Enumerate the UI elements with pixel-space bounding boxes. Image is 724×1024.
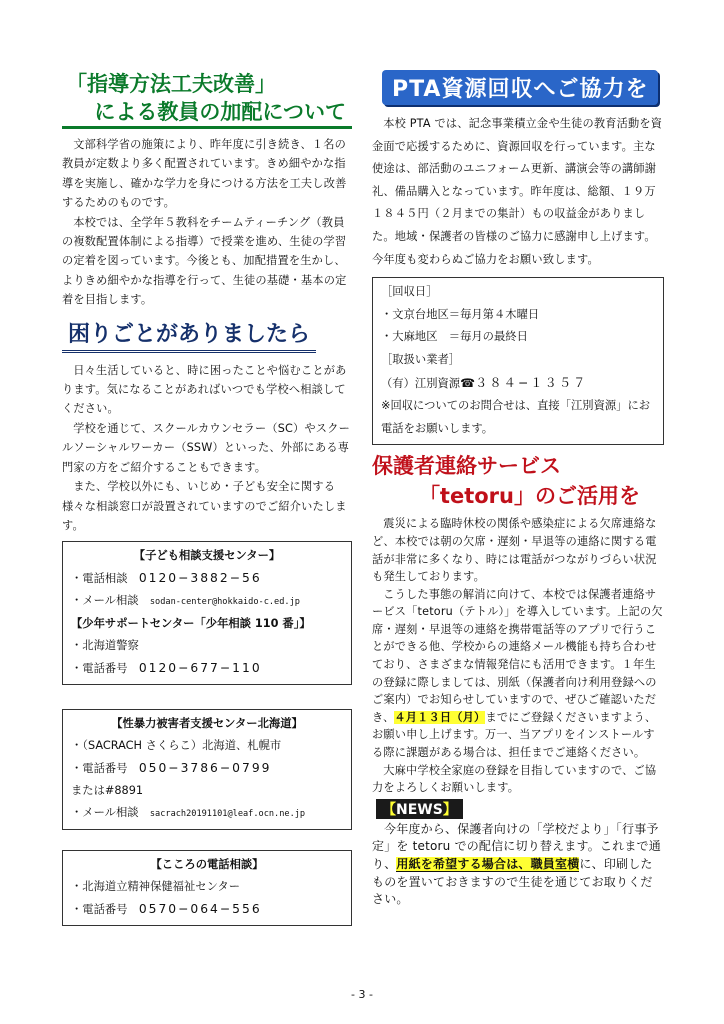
registration-deadline: ４月１３日（月） xyxy=(394,710,486,724)
phone-icon: ☎ xyxy=(460,375,476,390)
label: ・メール相談 xyxy=(71,806,139,820)
phone-number: 0120−677−110 xyxy=(138,661,262,676)
paragraph: 震災による臨時休校の関係や感染症による欠席連絡など、本校では朝の欠席・遅刻・早退等の連絡に関する電話が非常に多くなり、時には電話がつながりづらい状況も発生しております。 xyxy=(372,517,657,584)
box-line: ・（SACRACH さくらこ）北海道、札幌市 xyxy=(71,739,282,753)
box-line xyxy=(71,898,343,921)
phone-number: ３８４−１３５７ xyxy=(475,375,588,390)
box-heading: ［回収日］ xyxy=(381,285,438,299)
label: ・電話相談 xyxy=(71,572,128,586)
news-badge xyxy=(376,799,463,819)
box-line xyxy=(71,590,343,613)
paragraph: 文部科学省の施策により、昨年度に引き続き、１名の教員が定数より多く配置されています。きめ細やかな指導を実施し、確かな学力を身につける方法を工夫し改善するためのものです。 xyxy=(62,138,347,210)
label: ・メール相談 xyxy=(71,594,139,608)
box-title: 【こころの電話相談】 xyxy=(150,858,264,872)
section-title-tetoru xyxy=(372,451,664,511)
paragraph xyxy=(372,821,664,909)
box-subtitle: 【少年サポートセンター「少年相談 110 番」】 xyxy=(71,617,311,631)
text: こうした事態の解消に向けて、本校では保護者連絡サービス「tetoru（テトル）」を導入しています。上記の欠席・遅刻・早退等の連絡を携帯電話等のアプリで行うことができる他、学校からの連絡メール機能も持ち合わせており、さまざまな情報発信にも活用できます。１年生の登録に際しましては、別紙（保護者向け利用登録へのご案内）でお知らせしていますので、ぜひご確認いただき、 xyxy=(372,587,663,724)
paragraph: 学校を通じて、スクールカウンセラー（SC）やスクールソーシャルワーカー（SSW）といった、外部にある専門家の方をご紹介することもできます。 xyxy=(62,421,350,474)
left-column xyxy=(62,70,352,926)
section-title-pta-recycling: PTA資源回収へご協力を xyxy=(382,70,658,105)
text: までにご登録くださいますよう、お願い申し上げます。万一、当アプリをインストールする際に課題がある場合は、担任までご連絡ください。 xyxy=(372,710,657,760)
company-name: （有）江別資源 xyxy=(381,376,461,390)
box-heading: ［取扱い業者］ xyxy=(381,352,461,366)
paragraph: 本校 PTA では、記念事業積立金や生徒の教育活動を資金面で応援するために、資源回収を行っています。主な使途は、部活動のユニフォーム更新、講演会等の講師謝礼、備品購入となっています。昨年度は、総額、１９万１８４５円（２月までの集計）もの収益金がありました。地域・保護者の皆様のご協力に感謝申し上げます。今年度も変わらぬご協力をお願い致します。 xyxy=(372,117,663,266)
title-line1: 保護者連絡サービス xyxy=(372,454,561,479)
box-line xyxy=(71,567,343,590)
title-line1: 「指導方法工夫改善」 xyxy=(66,72,276,96)
box-line xyxy=(71,757,343,780)
email-address: sodan-center@hokkaido-c.ed.jp xyxy=(149,597,300,608)
paragraph: 大麻中学校全家庭の登録を目指していますので、ご協力をよろしくお願いします。 xyxy=(372,763,657,795)
sexual-violence-support-box xyxy=(62,709,352,830)
label: ・電話番号 xyxy=(71,662,128,676)
title-line2: による教員の加配について xyxy=(62,98,352,129)
label: ・電話番号 xyxy=(71,762,128,776)
box-line: または#8891 xyxy=(71,784,144,798)
paragraph xyxy=(372,586,664,762)
bracket: 】 xyxy=(442,801,457,818)
mental-health-box xyxy=(62,850,352,926)
text: 今年度から、保護者向けの「学校だより」「行事予定」を tetoru での配信に切り替えます。これまで通り、 xyxy=(372,821,661,871)
box-line: ・大麻地区 ＝毎月の最終日 xyxy=(381,330,528,344)
title-line2: 「tetoru」のご活用を xyxy=(418,484,640,509)
box-line: ・北海道警察 xyxy=(71,639,139,653)
box-line: ※回収についてのお問合せは、直接「江別資源」にお電話をお願いします。 xyxy=(381,399,651,435)
box-title: 【子ども相談支援センター】 xyxy=(133,549,281,563)
recycling-info-box xyxy=(372,277,664,445)
paragraph: 日々生活していると、時に困ったことや悩むことがあります。気になることがあればいつでも学校へ相談してください。 xyxy=(62,363,347,416)
child-consultation-box xyxy=(62,541,352,685)
news-label: NEWS xyxy=(396,801,443,818)
section-title-teacher-allocation xyxy=(62,70,352,129)
phone-number: 0120−3882−56 xyxy=(138,571,262,586)
page-number: - 3 - xyxy=(351,988,373,1001)
box-line xyxy=(381,372,655,396)
box-line: ・文京台地区＝毎月第４木曜日 xyxy=(381,307,540,321)
right-column xyxy=(372,70,664,909)
email-address: sacrach20191101@leaf.ocn.ne.jp xyxy=(149,809,306,820)
paragraph: 本校では、全学年５教科をチームティーチング（教員の複数配置体制による指導）で授業を進め、生徒の学習の定着を図っています。今後とも、加配措置を生かし、よりきめ細やかな指導を行って、生徒の基礎・基本の定着を目指します。 xyxy=(62,215,347,307)
box-line xyxy=(71,802,343,825)
paragraph: また、学校以外にも、いじめ・子ども安全に関する様々な相談窓口が設置されていますのでご紹介いたします。 xyxy=(62,480,347,532)
box-line: ・北海道立精神保健福祉センター xyxy=(71,880,241,894)
box-title: 【性暴力被害者支援センター北海道】 xyxy=(111,717,303,731)
box-line xyxy=(71,657,343,680)
highlighted-text: 用紙を希望する場合は、職員室横 xyxy=(396,857,580,871)
section-title-consultation: 困りごとがありましたら xyxy=(62,320,316,353)
text: に、印刷したものを置いておきますので生徒を通じてお取りください。 xyxy=(372,857,653,907)
phone-number: 050−3786−0799 xyxy=(138,761,272,776)
bracket: 【 xyxy=(382,801,396,818)
phone-number: 0570−064−556 xyxy=(138,902,262,917)
label: ・電話番号 xyxy=(71,903,128,917)
